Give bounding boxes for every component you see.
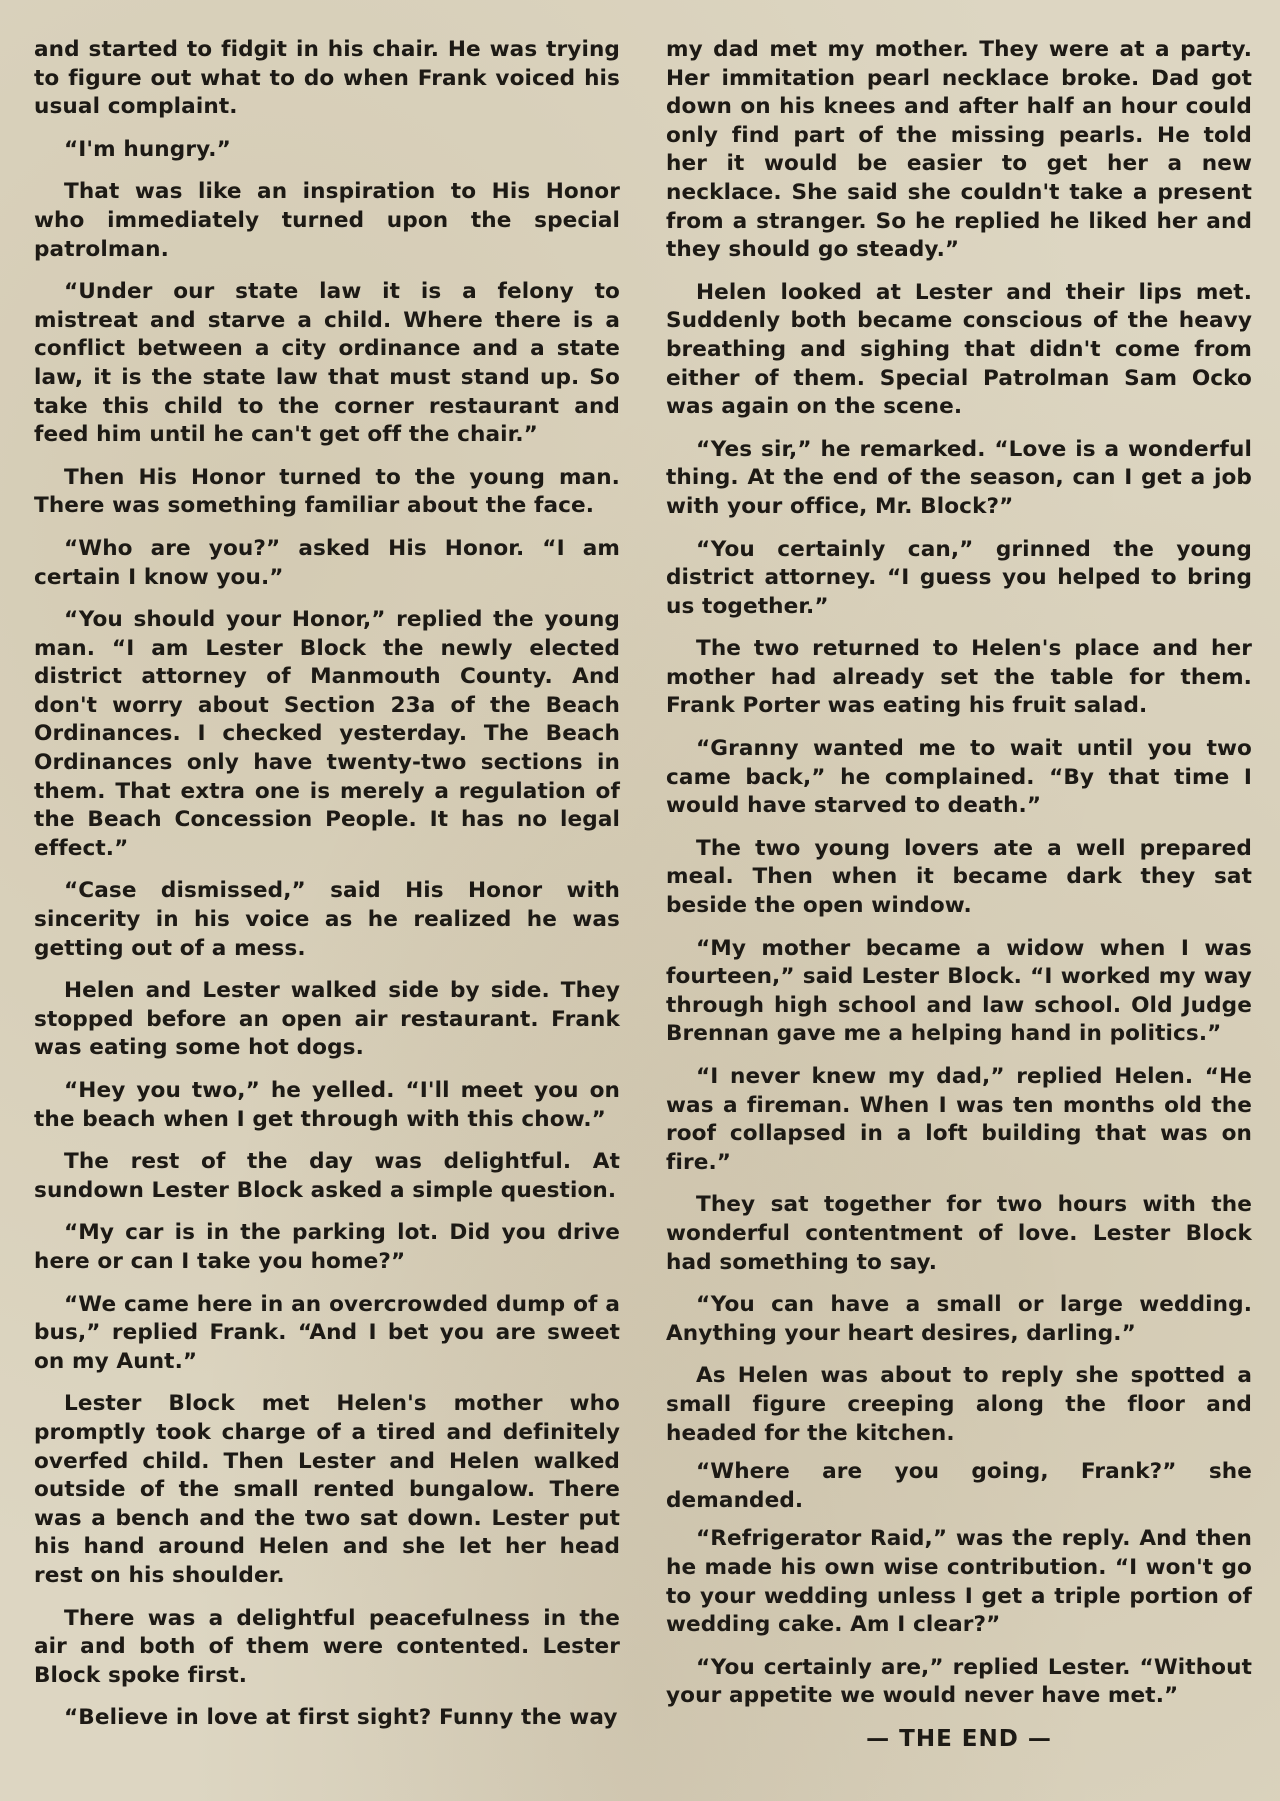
paragraph: Helen looked at Lester and their lips met. Suddenly both became conscious of the heavy breathing and sighing that didn't come from either of them. Special Patrolman Sam Ocko was again on the scene. [666, 279, 1252, 420]
paragraph: “Under our state law it is a felony to mistreat and starve a child. Where there is a conflict between a city ordinance and a state law, it is the state law that must stand up. So take this child to the corner restaurant and feed him until he can't get off the chair.” [34, 279, 620, 448]
paragraph: They sat together for two hours with the wonderful contentment of love. Lester Block had something to say. [666, 1192, 1252, 1275]
paragraph: Helen and Lester walked side by side. They stopped before an open air restaurant. Frank was eating some hot dogs. [34, 978, 620, 1061]
paragraph: “Refrigerator Raid,” was the reply. And then he made his own wise contribution. “I won't go to your wedding unless I get a triple portion of wedding cake. Am I clear?” [666, 1526, 1252, 1638]
paragraph: “Who are you?” asked His Honor. “I am certain I know you.” [34, 535, 620, 590]
paragraph: “Believe in love at first sight? Funny the way [64, 1705, 618, 1731]
left-column [34, 36, 620, 1747]
paragraph: my dad met my mother. They were at a party. Her immitation pearl necklace broke. Dad got down on his knees and after half an hour could only find part of the missing pearls. He told her it would be easier to get her a new necklace. She said she couldn't take a present from a stranger. So he replied he liked her and they should go steady.” [666, 37, 1252, 263]
paragraph: “You certainly are,” replied Lester. “Without your appetite we would never have met.” [666, 1654, 1252, 1709]
paragraph: “We came here in an overcrowded dump of a bus,” replied Frank. “And I bet you are sweet on my Aunt.” [34, 1291, 620, 1374]
paragraph: “Case dismissed,” said His Honor with sincerity in his voice as he realized he was getting out of a mess. [34, 878, 620, 961]
paragraph: The two young lovers ate a well prepared meal. Then when it became dark they sat beside the open window. [666, 835, 1252, 919]
paragraph: “You certainly can,” grinned the young district attorney. “I guess you helped to bring us together.” [666, 536, 1252, 619]
paragraph: As Helen was about to reply she spotted a small figure creeping along the floor and headed for the kitchen. [666, 1363, 1252, 1446]
paragraph: and started to fidgit in his chair. He was trying to figure out what to do when Frank voiced his usual complaint. [34, 37, 620, 120]
paragraph: The two returned to Helen's place and her mother had already set the table for them. Frank Porter was eating his fruit salad. [666, 636, 1252, 719]
paragraph: Lester Block met Helen's mother who promptly took charge of a tired and definitely overfed child. Then Lester and Helen walked outside of the small rented bungalow. There was a bench and the two sat down. Lester put his hand around Helen and she let her head rest on his shoulder. [34, 1391, 620, 1588]
paragraph: “Hey you two,” he yelled. “I'll meet you on the beach when I get through with this chow.” [34, 1078, 620, 1132]
paragraph: “I'm hungry.” [64, 136, 231, 162]
paragraph: “Yes sir,” he remarked. “Love is a wonderful thing. At the end of the season, can I get a job with your office, Mr. Block?” [666, 436, 1252, 519]
paragraph: “I never knew my dad,” replied Helen. “He was a fireman. When I was ten months old the roof collapsed in a loft building that was on fire.” [666, 1064, 1252, 1175]
paragraph: “Granny wanted me to wait until you two came back,” he complained. “By that time I would have starved to death.” [666, 736, 1252, 819]
paragraph: “You can have a small or large wedding. Anything your heart desires, darling.” [666, 1292, 1252, 1346]
paragraph: “Where are you going, Frank?” she demanded. [666, 1459, 1252, 1513]
paragraph: “My car is in the parking lot. Did you drive here or can I take you home?” [34, 1220, 620, 1274]
paragraph: There was a delightful peacefulness in the air and both of them were contented. Lester Block spoke first. [34, 1605, 620, 1688]
paragraph: The rest of the day was delightful. At sundown Lester Block asked a simple question. [34, 1149, 620, 1203]
paragraph: That was like an inspiration to His Honor who immediately turned upon the special patrolman. [34, 179, 620, 262]
paragraph: “You should your Honor,” replied the young man. “I am Lester Block the newly elected district attorney of Manmouth County. And don't worry about Section 23a of the Beach Ordinances. I checked yesterday. The Beach Ordinances only have twenty-two sections in them. That extra one is merely a regulation of the Beach Concession People. It has no legal effect.” [34, 607, 620, 861]
paragraph: “My mother became a widow when I was fourteen,” said Lester Block. “I worked my way through high school and law school. Old Judge Brennan gave me a helping hand in politics.” [666, 935, 1252, 1047]
right-column [666, 36, 1252, 1767]
the-end-marker: — THE END — [866, 1725, 1052, 1752]
paragraph: Then His Honor turned to the young man. There was something familiar about the face. [34, 464, 620, 519]
